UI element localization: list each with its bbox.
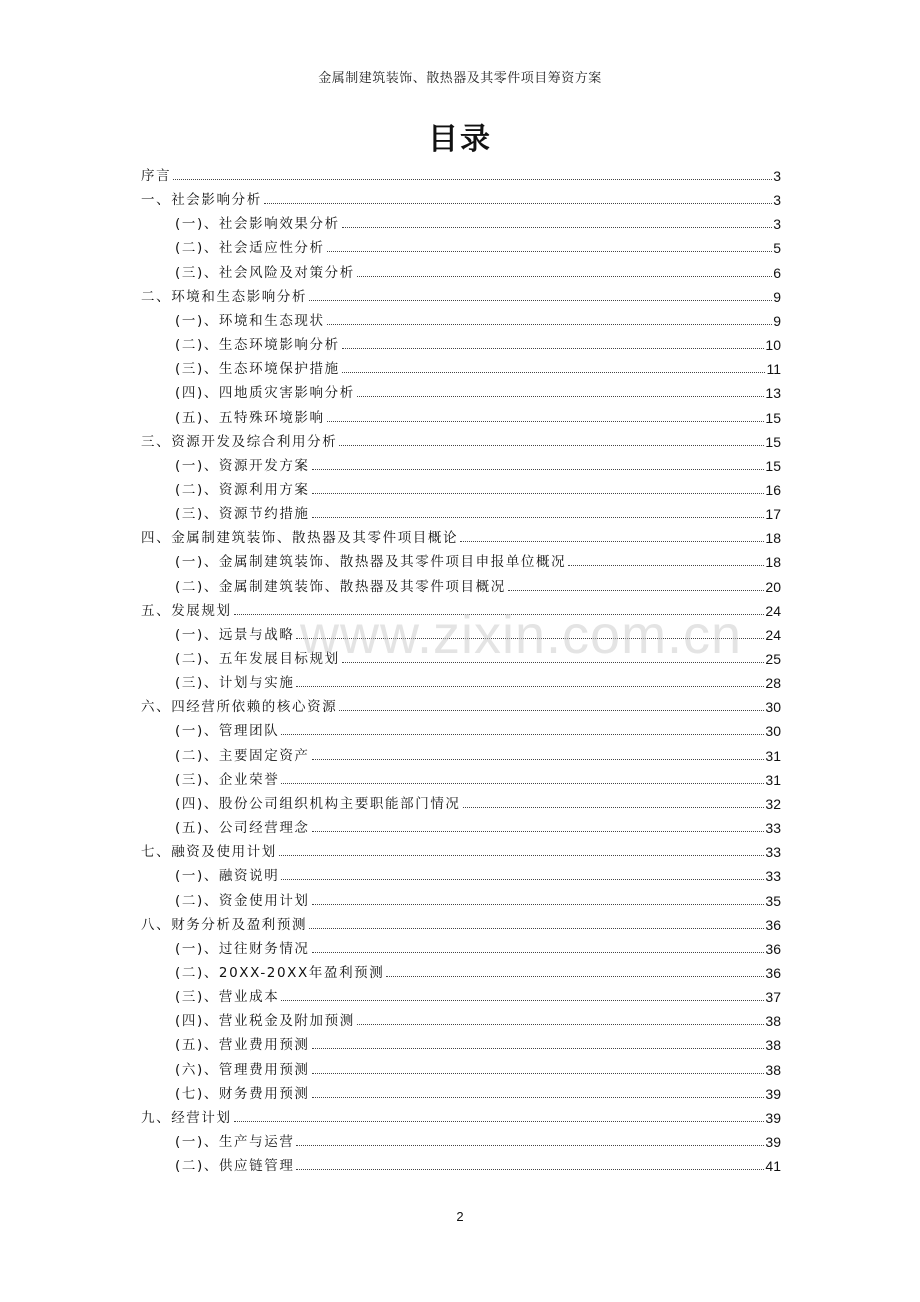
toc-entry-label: (五)、公司经营理念 xyxy=(175,820,310,837)
toc-entry-label: (一)、金属制建筑装饰、散热器及其零件项目申报单位概况 xyxy=(175,554,567,571)
toc-entry-label: (三)、社会风险及对策分析 xyxy=(175,264,355,281)
toc-entry-label: (二)、金属制建筑装饰、散热器及其零件项目概况 xyxy=(175,578,506,595)
toc-entry-label: (四)、四地质灾害影响分析 xyxy=(175,385,355,402)
toc-entry[interactable] xyxy=(175,232,781,256)
toc-entry-page: 31 xyxy=(765,771,781,788)
toc-entry[interactable] xyxy=(175,402,781,426)
toc-leader-dots xyxy=(312,758,765,760)
toc-entry[interactable] xyxy=(175,1150,781,1174)
toc-entry-label: 八、财务分析及盈利预测 xyxy=(141,916,308,933)
toc-entry-page: 31 xyxy=(765,747,781,764)
toc-entry-label: (五)、五特殊环境影响 xyxy=(175,409,325,426)
toc-entry-page: 35 xyxy=(765,892,781,909)
toc-entry[interactable] xyxy=(141,281,781,305)
toc-leader-dots xyxy=(357,1023,765,1025)
toc-leader-dots xyxy=(312,830,765,832)
toc-leader-dots xyxy=(309,299,772,301)
toc-entry-label: (二)、主要固定资产 xyxy=(175,747,310,764)
toc-entry-page: 3 xyxy=(773,192,781,209)
toc-entry[interactable] xyxy=(175,257,781,281)
toc-entry[interactable] xyxy=(175,860,781,884)
toc-leader-dots xyxy=(312,492,765,494)
watermark: www.zixin.com.cn xyxy=(300,605,743,665)
toc-entry-page: 18 xyxy=(765,530,781,547)
toc-entry-page: 38 xyxy=(765,1061,781,1078)
toc-entry[interactable] xyxy=(175,643,781,667)
toc-entry-label: (一)、过往财务情况 xyxy=(175,940,310,957)
toc-entry[interactable] xyxy=(175,1126,781,1150)
toc-entry-page: 36 xyxy=(765,940,781,957)
toc-entry-label: (一)、融资说明 xyxy=(175,868,280,885)
toc-entry-page: 11 xyxy=(766,361,781,378)
toc-entry[interactable] xyxy=(175,208,781,232)
toc-entry-page: 6 xyxy=(773,264,781,281)
toc-entry-page: 25 xyxy=(765,651,781,667)
toc-entry-label: 序言 xyxy=(141,168,172,184)
toc-entry-page: 15 xyxy=(765,457,781,474)
toc-entry-label: (三)、资源节约措施 xyxy=(175,506,310,523)
toc-entry-page: 28 xyxy=(765,675,781,692)
toc-leader-dots xyxy=(312,1047,765,1049)
toc-entry-label: 一、社会影响分析 xyxy=(141,192,262,209)
toc-entry-label: 七、融资及使用计划 xyxy=(141,844,277,861)
toc-entry-label: (一)、资源开发方案 xyxy=(175,457,310,474)
toc-entry-page: 32 xyxy=(765,795,781,812)
toc-entry-label: (六)、管理费用预测 xyxy=(175,1061,310,1078)
toc-leader-dots xyxy=(296,1144,764,1146)
toc-entry-page: 41 xyxy=(765,1158,781,1175)
toc-entry-page: 3 xyxy=(773,168,781,184)
toc-leader-dots xyxy=(296,685,764,687)
toc-leader-dots xyxy=(234,1120,765,1122)
toc-leader-dots xyxy=(234,613,765,615)
toc-entry[interactable] xyxy=(175,957,781,981)
toc-entry-label: (一)、管理团队 xyxy=(175,723,280,740)
toc-leader-dots xyxy=(463,806,765,808)
toc-entry-label: (二)、社会适应性分析 xyxy=(175,240,325,257)
toc-entry-label: (三)、计划与实施 xyxy=(175,675,295,692)
toc-entry[interactable] xyxy=(141,426,781,450)
toc-entry[interactable] xyxy=(175,1029,781,1053)
toc-entry-page: 39 xyxy=(765,1085,781,1102)
toc-entry-page: 24 xyxy=(765,602,781,619)
toc-entry-page: 9 xyxy=(773,312,781,329)
toc-leader-dots xyxy=(342,371,766,373)
toc-leader-dots xyxy=(281,733,764,735)
toc-entry-page: 36 xyxy=(765,916,781,933)
toc-entry[interactable] xyxy=(175,498,781,522)
toc-leader-dots xyxy=(327,250,773,252)
toc-entry-page: 5 xyxy=(773,240,781,257)
toc-entry-label: (四)、股份公司组织机构主要职能部门情况 xyxy=(175,795,461,812)
toc-entry-page: 38 xyxy=(765,1037,781,1054)
toc-entry-page: 38 xyxy=(765,1013,781,1030)
toc-entry-page: 3 xyxy=(773,216,781,233)
toc-entry-label: (二)、资金使用计划 xyxy=(175,892,310,909)
toc-entry-page: 17 xyxy=(765,506,781,523)
toc-leader-dots xyxy=(281,999,764,1001)
toc-entry-label: (一)、环境和生态现状 xyxy=(175,312,325,329)
toc-entry[interactable] xyxy=(141,1102,781,1126)
toc-leader-dots xyxy=(327,420,765,422)
toc-entry[interactable] xyxy=(175,885,781,909)
toc-entry[interactable] xyxy=(175,981,781,1005)
toc-entry-page: 30 xyxy=(765,723,781,740)
toc-entry-label: 三、资源开发及综合利用分析 xyxy=(141,433,338,450)
toc-entry-label: (二)、供应链管理 xyxy=(175,1158,295,1175)
toc-leader-dots xyxy=(357,395,765,397)
toc-leader-dots xyxy=(357,275,772,277)
toc-entry-label: (三)、生态环境保护措施 xyxy=(175,361,340,378)
toc-leader-dots xyxy=(279,854,765,856)
toc-leader-dots xyxy=(339,709,764,711)
toc-entry-label: (一)、生产与运营 xyxy=(175,1134,295,1150)
toc-entry[interactable] xyxy=(175,474,781,498)
toc-entry[interactable] xyxy=(175,353,781,377)
toc-entry[interactable] xyxy=(175,450,781,474)
toc-entry-label: (二)、资源利用方案 xyxy=(175,481,310,498)
toc-entry[interactable] xyxy=(141,522,781,546)
toc-leader-dots xyxy=(342,226,772,228)
toc-entry-page: 37 xyxy=(765,989,781,1006)
toc-entry-page: 24 xyxy=(765,626,781,643)
toc-entry[interactable] xyxy=(141,909,781,933)
toc-leader-dots xyxy=(312,1072,765,1074)
toc-leader-dots xyxy=(339,444,764,446)
toc-entry-label: (四)、营业税金及附加预测 xyxy=(175,1013,355,1030)
toc-entry-label: (二)、五年发展目标规划 xyxy=(175,651,340,667)
toc-entry-page: 33 xyxy=(765,868,781,885)
toc-entry-page: 15 xyxy=(765,433,781,450)
toc-leader-dots xyxy=(568,564,764,566)
toc-entry[interactable] xyxy=(141,184,781,208)
toc-entry-page: 10 xyxy=(765,337,781,354)
toc-entry-page: 13 xyxy=(765,385,781,402)
toc-entry-label: 六、四经营所依赖的核心资源 xyxy=(141,699,338,716)
toc-entry[interactable] xyxy=(175,377,781,401)
toc-entry-page: 39 xyxy=(765,1134,781,1150)
toc-entry-label: (三)、营业成本 xyxy=(175,989,280,1006)
toc-entry[interactable] xyxy=(175,764,781,788)
toc-entry-label: (七)、财务费用预测 xyxy=(175,1085,310,1102)
toc-leader-dots xyxy=(309,927,764,929)
toc-entry-page: 33 xyxy=(765,820,781,837)
toc-entry-label: (五)、营业费用预测 xyxy=(175,1037,310,1054)
page-title: 目录 xyxy=(428,122,492,157)
toc-entry-label: 九、经营计划 xyxy=(141,1109,232,1126)
toc-leader-dots xyxy=(312,951,765,953)
toc-leader-dots xyxy=(281,782,764,784)
toc-entry-label: 五、发展规划 xyxy=(141,602,232,619)
toc-entry[interactable] xyxy=(175,788,781,812)
toc-leader-dots xyxy=(281,878,764,880)
toc-entry[interactable] xyxy=(175,305,781,329)
toc-entry-label: (一)、远景与战略 xyxy=(175,626,295,643)
toc-entry-page: 15 xyxy=(765,409,781,426)
toc-entry[interactable] xyxy=(175,546,781,570)
toc-leader-dots xyxy=(312,903,765,905)
toc-leader-dots xyxy=(296,637,764,639)
toc-entry[interactable] xyxy=(141,160,781,184)
toc-entry[interactable] xyxy=(175,1005,781,1029)
toc-leader-dots xyxy=(312,516,765,518)
toc-leader-dots xyxy=(386,975,764,977)
toc-entry[interactable] xyxy=(175,667,781,691)
toc-entry-page: 16 xyxy=(765,481,781,498)
toc-entry-page: 33 xyxy=(765,844,781,861)
toc-entry[interactable] xyxy=(175,571,781,595)
toc-leader-dots xyxy=(327,323,773,325)
toc-entry[interactable] xyxy=(141,836,781,860)
toc-entry[interactable] xyxy=(175,812,781,836)
toc-entry[interactable] xyxy=(175,329,781,353)
toc-entry-label: 二、环境和生态影响分析 xyxy=(141,288,308,305)
toc-entry-page: 30 xyxy=(765,699,781,716)
toc-entry-label: (二)、生态环境影响分析 xyxy=(175,337,340,354)
toc-entry[interactable] xyxy=(175,1054,781,1078)
toc-entry-label: (二)、20XX-20XX年盈利预测 xyxy=(175,964,385,981)
toc-leader-dots xyxy=(264,202,772,204)
toc-leader-dots xyxy=(342,347,765,349)
toc-leader-dots xyxy=(312,1096,765,1098)
page-number: 2 xyxy=(456,1209,464,1224)
toc-entry-page: 18 xyxy=(765,554,781,571)
running-header: 金属制建筑装饰、散热器及其零件项目筹资方案 xyxy=(318,71,602,86)
toc-entry[interactable] xyxy=(175,715,781,739)
toc-entry-page: 20 xyxy=(765,578,781,595)
toc-entry[interactable] xyxy=(175,1078,781,1102)
toc-entry[interactable] xyxy=(141,595,781,619)
toc-entry-page: 39 xyxy=(765,1109,781,1126)
toc-leader-dots xyxy=(173,178,772,180)
toc-entry-page: 36 xyxy=(765,964,781,981)
toc-entry[interactable] xyxy=(175,933,781,957)
toc-entry-label: 四、金属制建筑装饰、散热器及其零件项目概论 xyxy=(141,530,459,547)
toc-leader-dots xyxy=(508,589,765,591)
toc-entry-label: (三)、企业荣誉 xyxy=(175,771,280,788)
toc-leader-dots xyxy=(296,1168,764,1170)
toc-entry[interactable] xyxy=(175,619,781,643)
toc-leader-dots xyxy=(342,661,765,663)
toc-leader-dots xyxy=(312,468,765,470)
toc-entry-label: (一)、社会影响效果分析 xyxy=(175,216,340,233)
toc-entry[interactable] xyxy=(175,740,781,764)
toc-leader-dots xyxy=(460,540,764,542)
toc-entry-page: 9 xyxy=(773,288,781,305)
toc-entry[interactable] xyxy=(141,691,781,715)
